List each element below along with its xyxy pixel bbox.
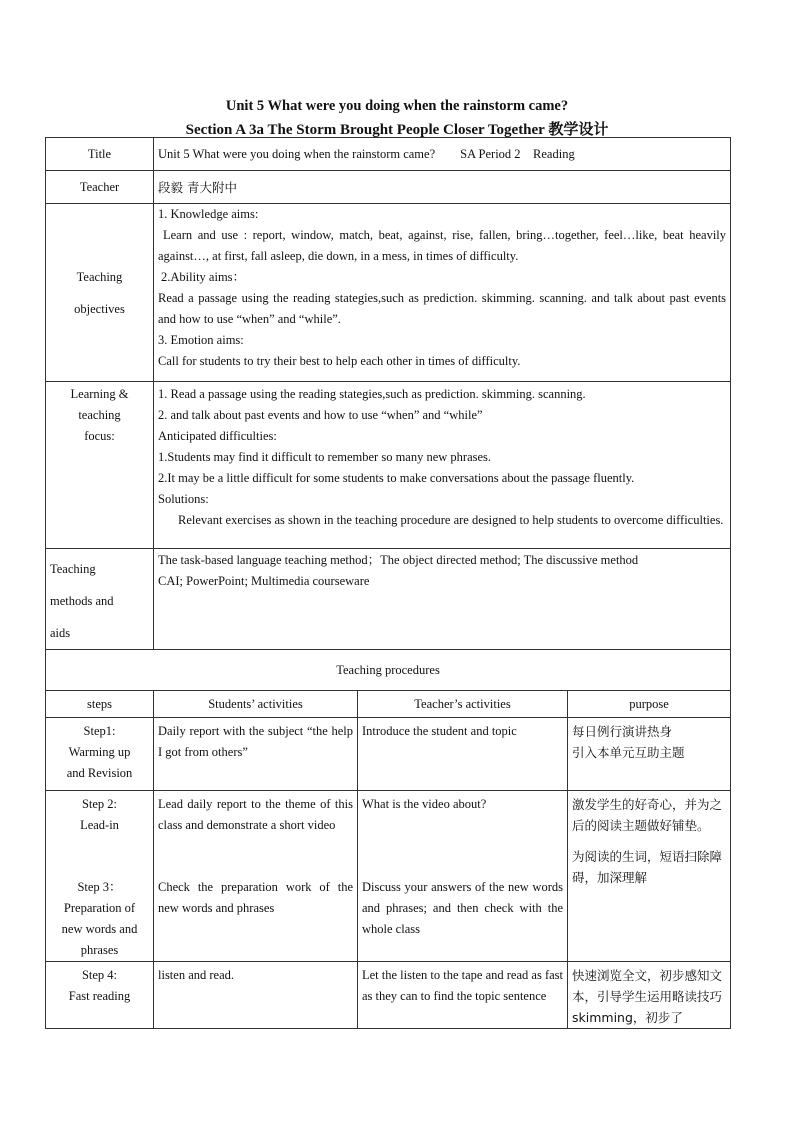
purpose-cell <box>568 962 731 1029</box>
objectives-line: Learn and use : report, window, match, beat, against, rise, fallen, bring…together, feel…like, beat heavily against…, at first, fall asleep, die down, in a mess, in times of difficulty. <box>158 228 727 263</box>
purpose-line: 每日例行演讲热身 <box>572 724 673 739</box>
students-activity-cell: Daily report with the subject “the help I got from others” <box>154 718 358 791</box>
purpose-line: 为阅读的生词，短语扫除障碍，加深理解 <box>572 849 723 885</box>
table-row <box>46 791 731 962</box>
step-line: Step 4: <box>81 968 118 982</box>
column-header-students: Students’ activities <box>154 691 358 718</box>
step-line: Lead-in <box>80 818 119 832</box>
purpose-line: 快速浏览全文，初步感知文本，引导学生运用略读技巧 skimming，初步了 <box>572 968 723 1025</box>
document-title: Unit 5 What were you doing when the rainstorm came? <box>225 98 569 114</box>
methods-content <box>154 549 731 650</box>
column-header-steps: steps <box>46 691 154 718</box>
teacher-activity: What is the video about? <box>362 797 487 811</box>
procedures-heading-row <box>46 650 731 691</box>
purpose-line: 激发学生的好奇心，并为之后的阅读主题做好铺垫。 <box>572 797 723 833</box>
methods-label-line: Teaching <box>50 562 96 576</box>
objectives-label-line: objectives <box>74 301 125 316</box>
teacher-activity-cell <box>358 791 568 962</box>
step-line: and Revision <box>66 766 133 780</box>
students-activity-cell <box>154 791 358 962</box>
column-header-teacher: Teacher’s activities <box>358 691 568 718</box>
methods-line: CAI; PowerPoint; Multimedia courseware <box>158 574 370 588</box>
objectives-label-line: Teaching <box>76 269 123 284</box>
objectives-row <box>46 204 731 382</box>
methods-line: The task-based language teaching method；The object directed method; The discussive method <box>158 553 639 567</box>
procedures-heading: Teaching procedures <box>46 650 731 691</box>
focus-line: Anticipated difficulties: <box>158 429 277 443</box>
focus-line: 1.Students may find it difficult to remember so many new phrases. <box>158 450 492 464</box>
focus-line: 1. Read a passage using the reading stategies,such as prediction. skimming. scanning. <box>158 387 586 401</box>
methods-label <box>46 549 154 650</box>
objectives-line: Read a passage using the reading stategies,such as prediction. skimming. scanning. and talk about past events and how to use “when” and “while”. <box>158 291 727 326</box>
students-activity: Check the preparation work of the new words and phrases <box>158 880 353 915</box>
title-label: Title <box>46 138 154 171</box>
students-activity: Lead daily report to the theme of this class and demonstrate a short video <box>158 797 353 832</box>
step-line: Step 3： <box>77 880 122 894</box>
focus-content <box>154 382 731 549</box>
objectives-line: 2.Ability aims： <box>161 270 246 284</box>
purpose-line: 引入本单元互助主题 <box>572 745 685 760</box>
focus-row <box>46 382 731 549</box>
focus-label-line: focus: <box>84 429 115 443</box>
teacher-row <box>46 171 731 204</box>
students-activity-cell: listen and read. <box>154 962 358 1029</box>
objectives-content <box>154 204 731 382</box>
focus-line: Relevant exercises as shown in the teaching procedure are designed to help students to overcome difficulties. <box>178 513 724 527</box>
step-cell <box>46 791 154 962</box>
methods-label-line: methods and <box>50 594 114 608</box>
procedures-header-row <box>46 691 731 718</box>
step-cell <box>46 718 154 791</box>
column-header-purpose: purpose <box>568 691 731 718</box>
objectives-line: Call for students to try their best to help each other in times of difficulty. <box>158 354 521 368</box>
teacher-activity-cell: Let the listen to the tape and read as fast as they can to find the topic sentence <box>358 962 568 1029</box>
step-line: Step1: <box>83 724 116 738</box>
step-line: new words and <box>61 922 138 936</box>
focus-label-line: Learning & <box>70 387 129 401</box>
focus-line: Solutions: <box>158 492 209 506</box>
teacher-label: Teacher <box>46 171 154 204</box>
objectives-line: 3. Emotion aims: <box>158 333 244 347</box>
title-row <box>46 138 731 171</box>
teacher-activity: Discuss your answers of the new words and phrases; and then check with the whole class <box>362 880 563 936</box>
purpose-cell <box>568 718 731 791</box>
step-line: Fast reading <box>68 989 131 1003</box>
lesson-plan-table <box>45 137 731 1029</box>
methods-label-line: aids <box>50 626 71 640</box>
title-value: Unit 5 What were you doing when the rainstorm came? SA Period 2 Reading <box>154 138 731 171</box>
objectives-label <box>46 204 154 382</box>
teacher-activity-cell: Introduce the student and topic <box>358 718 568 791</box>
table-row <box>46 718 731 791</box>
methods-row <box>46 549 731 650</box>
teacher-value: 段毅 青大附中 <box>154 171 731 204</box>
focus-label <box>46 382 154 549</box>
purpose-cell <box>568 791 731 962</box>
table-row <box>46 962 731 1029</box>
step-line: Warming up <box>68 745 131 759</box>
step-line: Preparation of <box>63 901 136 915</box>
focus-label-line: teaching <box>78 408 121 422</box>
step-line: Step 2: <box>81 797 118 811</box>
step-line: phrases <box>80 943 119 957</box>
step-cell <box>46 962 154 1029</box>
focus-line: 2. and talk about past events and how to use “when” and “while” <box>158 408 483 422</box>
objectives-line: 1. Knowledge aims: <box>158 207 259 221</box>
document-subtitle: Section A 3a The Storm Brought People Closer Together 教学设计 <box>185 122 609 138</box>
focus-line: 2.It may be a little difficult for some students to make conversations about the passage fluently. <box>158 471 635 485</box>
